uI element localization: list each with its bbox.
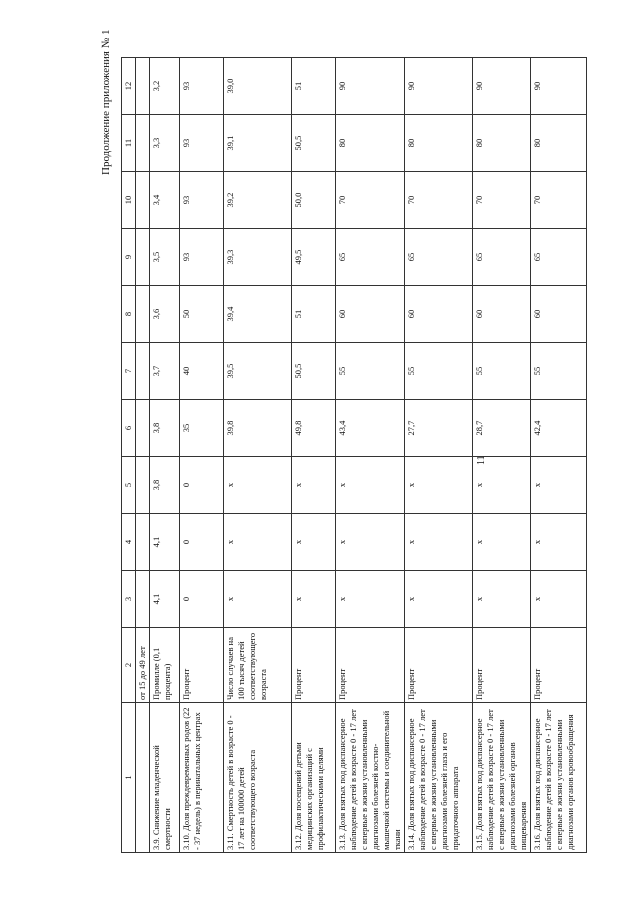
value-cell: x [292,571,336,628]
value-cell: x [473,571,531,628]
indicator-unit: Процент [405,628,473,703]
value-cell: 3,3 [150,115,180,172]
indicator-unit: Число случаев на 100 тысяч детей соответствующего возраста [224,628,292,703]
value-cell: 0 [180,457,224,514]
indicator-unit: Процент [336,628,405,703]
value-cell: 93 [180,172,224,229]
value-cell: 50 [180,286,224,343]
value-cell: x [405,457,473,514]
value-cell: 39,4 [224,286,292,343]
value-cell: 60 [405,286,473,343]
column-header: 9 [122,229,136,286]
value-cell: 43,4 [336,400,405,457]
value-cell: x [292,457,336,514]
value-cell: x [224,457,292,514]
indicator-name: 3.14. Доля взятых под диспансерное наблюдение детей в возрасте 0 - 17 лет с впервые в жизни установленными диагнозами болезней глаза и его придаточного аппарата [405,703,473,853]
value-cell: 65 [405,229,473,286]
value-cell: x [405,571,473,628]
value-cell: 60 [336,286,405,343]
value-cell: x [292,514,336,571]
value-cell: 80 [336,115,405,172]
column-header: 2 [122,628,136,703]
indicator-name: 3.11. Смертность детей в возрасте 0 - 17 лет на 100000 детей соответствующего возраста [224,703,292,853]
value-cell: 55 [531,343,587,400]
value-cell: 3,4 [150,172,180,229]
value-cell: 65 [336,229,405,286]
value-cell: 42,4 [531,400,587,457]
value-cell: 80 [405,115,473,172]
table-row [292,58,336,853]
table-row [336,58,405,853]
column-header: 6 [122,400,136,457]
value-cell: 90 [473,58,531,115]
value-cell: 39,8 [224,400,292,457]
indicator-name: 3.12. Доля посещений детьми медицинских организаций с профилактическими целями [292,703,336,853]
value-cell: x [336,514,405,571]
value-cell: 49,5 [292,229,336,286]
value-cell: 39,0 [224,58,292,115]
value-cell: 55 [336,343,405,400]
indicator-name: 3.16. Доля взятых под диспансерное наблюдение детей в возрасте 0 - 17 лет с впервые в жизни установленными диагнозами органов кровообращения [531,703,587,853]
value-cell: 51 [292,58,336,115]
value-cell: 90 [531,58,587,115]
indicators-table [121,57,587,853]
value-cell: 65 [473,229,531,286]
value-cell: 3,5 [150,229,180,286]
column-header: 5 [122,457,136,514]
value-cell: x [531,571,587,628]
value-cell: 93 [180,58,224,115]
value-cell: 39,2 [224,172,292,229]
table-row [473,58,531,853]
value-cell: 50,5 [292,115,336,172]
carry-over-empty-cell [136,703,150,853]
indicator-name: 3.9. Снижение младенческой смертности [150,703,180,853]
value-cell: x [531,514,587,571]
empty-cell [136,115,150,172]
indicator-name: 3.10. Доля преждевременных родов (22 - 37 недель) в перинатальных центрах [180,703,224,853]
table-row [150,58,180,853]
value-cell: 4,1 [150,571,180,628]
empty-cell [136,457,150,514]
value-cell: 35 [180,400,224,457]
table-row [405,58,473,853]
value-cell: 60 [531,286,587,343]
value-cell: 93 [180,229,224,286]
value-cell: 55 [473,343,531,400]
value-cell: 55 [405,343,473,400]
value-cell: 3,2 [150,58,180,115]
indicator-name: 3.15. Доля взятых под диспансерное наблюдение детей в возрасте 0 - 17 лет с впервые в жизни установленными диагнозами болезней органов пищеварения [473,703,531,853]
column-header: 11 [122,115,136,172]
indicator-unit: Процент [180,628,224,703]
value-cell: 90 [405,58,473,115]
value-cell: 0 [180,514,224,571]
value-cell: x [336,457,405,514]
carry-over-unit-cell: от 15 до 49 лет [136,628,150,703]
empty-cell [136,400,150,457]
value-cell: 60 [473,286,531,343]
column-header: 8 [122,286,136,343]
value-cell: 40 [180,343,224,400]
column-header: 7 [122,343,136,400]
value-cell: 70 [473,172,531,229]
indicator-unit: Процент [292,628,336,703]
table-row [224,58,292,853]
value-cell: 50,0 [292,172,336,229]
appendix-note: Продолжение приложения № 1 [100,29,112,175]
column-header: 10 [122,172,136,229]
value-cell: x [336,571,405,628]
header-row [122,58,136,853]
value-cell: 65 [531,229,587,286]
column-header: 3 [122,571,136,628]
value-cell: 39,3 [224,229,292,286]
value-cell: 80 [531,115,587,172]
value-cell: x [473,457,531,514]
empty-cell [136,571,150,628]
empty-cell [136,343,150,400]
value-cell: 93 [180,115,224,172]
value-cell: 28,7 [473,400,531,457]
value-cell: 3,7 [150,343,180,400]
empty-cell [136,286,150,343]
value-cell: 80 [473,115,531,172]
empty-cell [136,172,150,229]
page-number: 11 [476,455,487,465]
empty-cell [136,229,150,286]
value-cell: 3,8 [150,400,180,457]
value-cell: x [473,514,531,571]
value-cell: 70 [336,172,405,229]
value-cell: x [224,514,292,571]
value-cell: 4,1 [150,514,180,571]
column-header: 4 [122,514,136,571]
indicator-unit: Процент [473,628,531,703]
indicator-unit: Процент [531,628,587,703]
value-cell: x [224,571,292,628]
value-cell: 39,5 [224,343,292,400]
value-cell: 3,6 [150,286,180,343]
value-cell: 0 [180,571,224,628]
value-cell: 51 [292,286,336,343]
empty-cell [136,514,150,571]
table-row [531,58,587,853]
value-cell: 70 [531,172,587,229]
empty-cell [136,58,150,115]
column-header: 1 [122,703,136,853]
value-cell: 70 [405,172,473,229]
table-row [180,58,224,853]
carry-over-row [136,58,150,853]
value-cell: x [405,514,473,571]
column-header: 12 [122,58,136,115]
value-cell: x [531,457,587,514]
value-cell: 49,8 [292,400,336,457]
value-cell: 39,1 [224,115,292,172]
indicator-name: 3.13. Доля взятых под диспансерное наблюдение детей в возрасте 0 - 17 лет с впервые в жизни установленными диагнозами болезней костно-мышечной системы и соединительной ткани [336,703,405,853]
value-cell: 50,5 [292,343,336,400]
value-cell: 27,7 [405,400,473,457]
indicator-unit: Промилле (0,1 процента) [150,628,180,703]
value-cell: 90 [336,58,405,115]
value-cell: 3,8 [150,457,180,514]
